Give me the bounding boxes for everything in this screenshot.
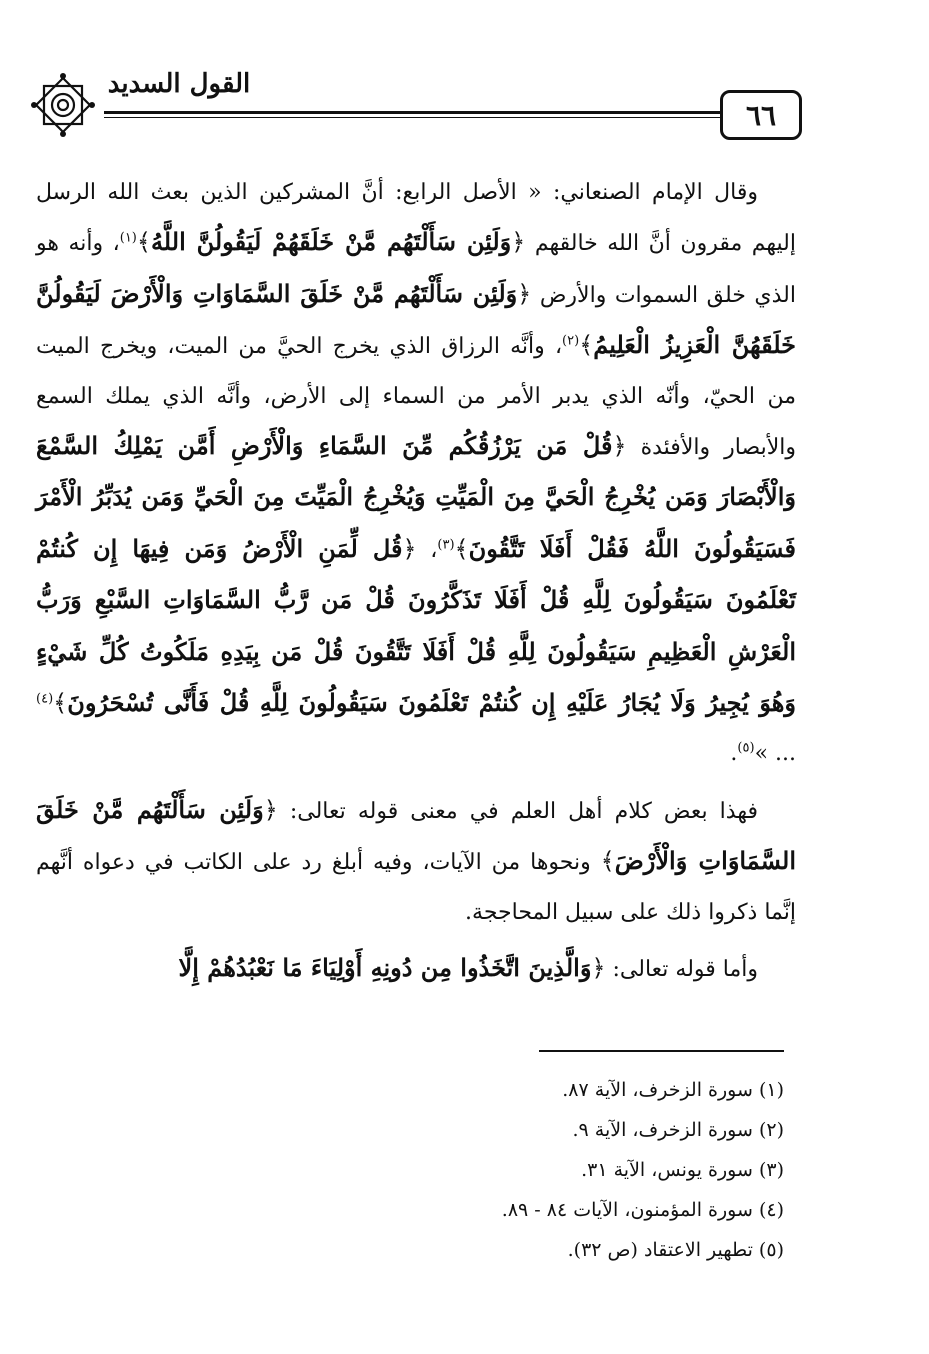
- header-rule-thin: [104, 117, 798, 118]
- eight-point-star-ornament-icon: [30, 72, 96, 138]
- footnote-ref: (٥): [737, 741, 755, 757]
- page-number: ٦٦: [720, 90, 802, 140]
- footnote-2: (٢) سورة الزخرف، الآية ٩.: [572, 1119, 784, 1141]
- verse-bracket-open: ﴿: [591, 954, 606, 983]
- verse-bracket-open: ﴿: [517, 279, 532, 308]
- verse-text: قُلْ مَن يَرْزُقُكُم مِّنَ السَّمَاءِ وَالْأَرْضِ أَمَّن يَمْلِكُ السَّمْعَ وَالْأَبْصَارَ وَمَن يُخْرِجُ الْحَيَّ مِنَ الْمَيِّتِ وَيُخْرِجُ الْمَيِّتَ مِنَ الْحَيِّ وَمَن يُدَبِّرُ الْأَمْرَ فَسَيَقُولُونَ اللَّهُ فَقُلْ أَفَلَا تَتَّقُونَ: [36, 431, 796, 563]
- verse-bracket-close: ﴾: [454, 534, 469, 563]
- footnote-ref: (٣): [437, 537, 455, 553]
- text-span: ونحوها من الآيات، وفيه أبلغ رد على الكاتب في دعواه أنَّهم إنَّما ذكروا ذلك على سبيل المحاججة.: [36, 850, 796, 925]
- text-span: فهذا بعض كلام أهل العلم في معنى قوله تعالى:: [289, 798, 758, 824]
- main-text: [36, 168, 796, 995]
- footnote-ref: (٤): [36, 691, 54, 707]
- footnote-5: (٥) تطهير الاعتقاد (ص ٣٢).: [567, 1239, 784, 1261]
- verse-text: وَلَئِن سَأَلْتَهُم مَّنْ خَلَقَهُمْ لَيَقُولُنَّ اللَّهُ: [150, 227, 512, 257]
- text-span: وقال الإمام الصنعاني: « الأصل الرابع: أنَّ المشركين الذين بعث الله الرسل إليهم مقرون أنَّ الله خالقهم: [36, 180, 796, 257]
- verse-text: وَلَئِن سَأَلْتَهُم مَّنْ خَلَقَ السَّمَاوَاتِ وَالْأَرْضَ لَيَقُولُنَّ خَلَقَهُنَّ الْعَزِيزُ الْعَلِيمُ: [36, 278, 796, 360]
- quran-verse: [137, 227, 525, 256]
- verse-bracket-open: ﴿: [263, 795, 278, 824]
- verse-text: قُل لِّمَنِ الْأَرْضُ وَمَن فِيهَا إِن كُنتُمْ تَعْلَمُونَ سَيَقُولُونَ لِلَّهِ قُلْ أَفَلَا تَذَكَّرُونَ قُلْ مَن رَّبُّ السَّمَاوَاتِ السَّبْعِ وَرَبُّ الْعَرْشِ الْعَظِيمِ سَيَقُولُونَ لِلَّهِ قُلْ أَفَلَا تَتَّقُونَ قُلْ مَن بِيَدِهِ مَلَكُوتُ كُلِّ شَيْءٍ وَهُوَ يُجِيرُ وَلَا يُجَارُ عَلَيْهِ إِن كُنتُمْ تَعْلَمُونَ سَيَقُولُونَ لِلَّهِ قُلْ فَأَنَّى تُسْحَرُونَ: [36, 533, 796, 718]
- header-rule: [104, 111, 798, 114]
- footnote-ref: (٢): [562, 333, 580, 349]
- verse-text: وَالَّذِينَ اتَّخَذُوا مِن دُونِهِ أَوْلِيَاءَ مَا نَعْبُدُهُمْ إِلَّا: [178, 953, 592, 983]
- paragraph-2: [36, 785, 796, 937]
- verse-text: وَلَئِن سَأَلْتَهُم مَّنْ خَلَقَ السَّمَاوَاتِ وَالْأَرْضَ: [36, 794, 796, 876]
- quran-verse: [179, 953, 606, 982]
- verse-bracket-open: ﴿: [612, 432, 627, 461]
- footnotes: [300, 1070, 784, 1270]
- verse-bracket-close: ﴾: [53, 689, 68, 718]
- verse-bracket-open: ﴿: [402, 534, 417, 563]
- page-header: [0, 0, 929, 150]
- text-span: ،: [430, 537, 438, 563]
- footnote-1: (١) سورة الزخرف، الآية ٨٧.: [562, 1079, 784, 1101]
- footnote-4: (٤) سورة المؤمنون، الآيات ٨٤ - ٨٩.: [501, 1199, 784, 1221]
- text-span: ، وأنَّه الرزاق الذي يخرج الحيَّ من الميت، ويخرج الميت من الحيّ، وأنّه الذي يدبر الأمر من السماء إلى الأرض، وأنَّه الذي يملك السمع والأبصار والأفئدة: [36, 334, 796, 461]
- verse-bracket-close: ﴾: [136, 228, 151, 257]
- footnote-ref: (١): [119, 231, 137, 247]
- paragraph-3: [36, 943, 796, 994]
- running-title: القول السديد: [107, 69, 251, 99]
- footnote-3: (٣) سورة يونس، الآية ٣١.: [581, 1159, 784, 1181]
- footnote-separator: [539, 1050, 784, 1052]
- text-span: وأما قوله تعالى:: [612, 957, 758, 983]
- verse-bracket-close: ﴾: [579, 331, 594, 360]
- verse-bracket-close: ﴾: [600, 847, 615, 876]
- text-span: .: [730, 741, 738, 767]
- paragraph-1: [36, 168, 796, 779]
- verse-bracket-open: ﴿: [511, 228, 526, 257]
- text-span: ، وأنه هو الذي خلق السموات والأرض: [36, 231, 797, 308]
- text-span: ... »: [754, 741, 796, 767]
